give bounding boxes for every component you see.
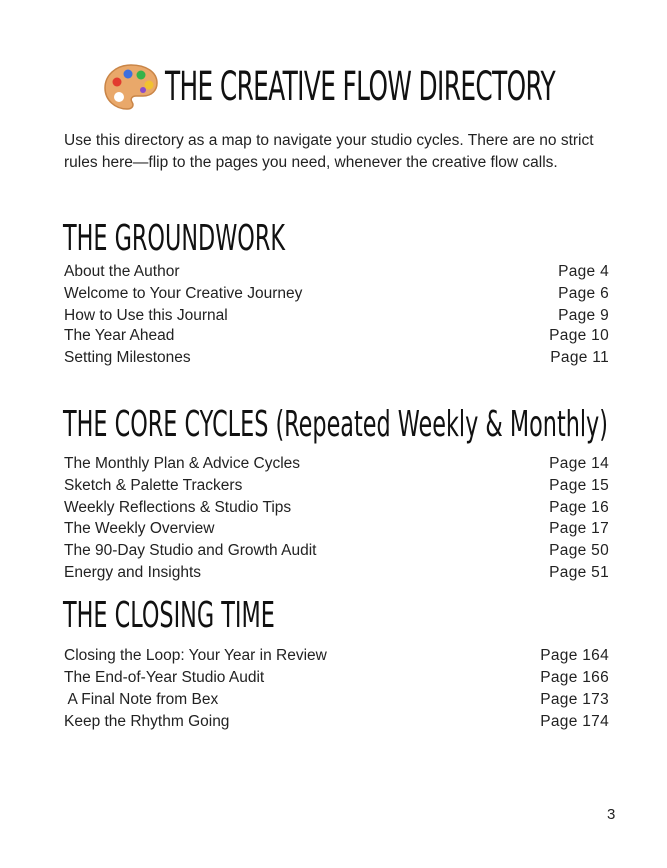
entry-title: The 90-Day Studio and Growth Audit [64, 542, 317, 559]
entry-page: Page 14 [549, 455, 609, 472]
entry-page: Page 166 [540, 669, 609, 686]
entry-title: Setting Milestones [64, 349, 191, 366]
entry-title: How to Use this Journal [64, 307, 228, 324]
toc-entry[interactable] [64, 455, 609, 477]
section-heading-core-cycles: THE CORE CYCLES (Repeated Weekly & Monthly) [63, 404, 608, 445]
entry-page: Page 174 [540, 713, 609, 730]
directory-title: THE CREATIVE FLOW DIRECTORY [164, 64, 555, 110]
entry-title: About the Author [64, 263, 180, 280]
entry-title: The Monthly Plan & Advice Cycles [64, 455, 301, 472]
toc-entry[interactable] [64, 520, 609, 542]
entry-page: Page 173 [540, 691, 609, 708]
entry-page: Page 16 [549, 499, 609, 516]
entry-title: Sketch & Palette Trackers [64, 477, 243, 494]
entry-title: Weekly Reflections & Studio Tips [64, 499, 292, 516]
toc-entry[interactable] [64, 263, 609, 285]
entry-page: Page 4 [558, 263, 609, 280]
entry-title: The Year Ahead [64, 327, 175, 344]
page-title [0, 62, 667, 112]
entry-title: Energy and Insights [64, 564, 202, 581]
entry-title: A Final Note from Bex [64, 691, 219, 708]
section-heading-closing-time: THE CLOSING TIME [63, 595, 275, 636]
toc-entry[interactable] [64, 647, 609, 669]
entry-title: Welcome to Your Creative Journey [64, 285, 303, 302]
toc-entry[interactable] [64, 564, 609, 586]
section-heading-groundwork: THE GROUNDWORK [63, 218, 285, 259]
toc-entry[interactable] [64, 499, 609, 521]
entry-page: Page 51 [549, 564, 609, 581]
toc-entry[interactable] [64, 691, 609, 713]
entry-page: Page 50 [549, 542, 609, 559]
entry-title: The Weekly Overview [64, 520, 215, 537]
toc-entry[interactable] [64, 349, 609, 371]
entry-page: Page 17 [549, 520, 609, 537]
toc-entry[interactable] [64, 542, 609, 564]
toc-entry[interactable] [64, 669, 609, 691]
entry-title: Keep the Rhythm Going [64, 713, 230, 730]
toc-entry[interactable] [64, 307, 609, 329]
entry-page: Page 9 [558, 307, 609, 324]
toc-entry[interactable] [64, 327, 609, 349]
page-number: 3 [607, 806, 616, 823]
entry-title: The End-of-Year Studio Audit [64, 669, 265, 686]
toc-entry[interactable] [64, 285, 609, 307]
entry-page: Page 164 [540, 647, 609, 664]
toc-entry[interactable] [64, 713, 609, 735]
entry-page: Page 11 [550, 349, 609, 366]
intro-paragraph: Use this directory as a map to navigate your studio cycles. There are no strict rules here—flip to the pages you need, whenever the creative flow calls. [64, 132, 594, 171]
artist-palette-icon [103, 62, 159, 112]
entry-page: Page 6 [558, 285, 609, 302]
entry-title: Closing the Loop: Your Year in Review [64, 647, 327, 664]
entry-page: Page 15 [549, 477, 609, 494]
toc-entry[interactable] [64, 477, 609, 499]
entry-page: Page 10 [549, 327, 609, 344]
